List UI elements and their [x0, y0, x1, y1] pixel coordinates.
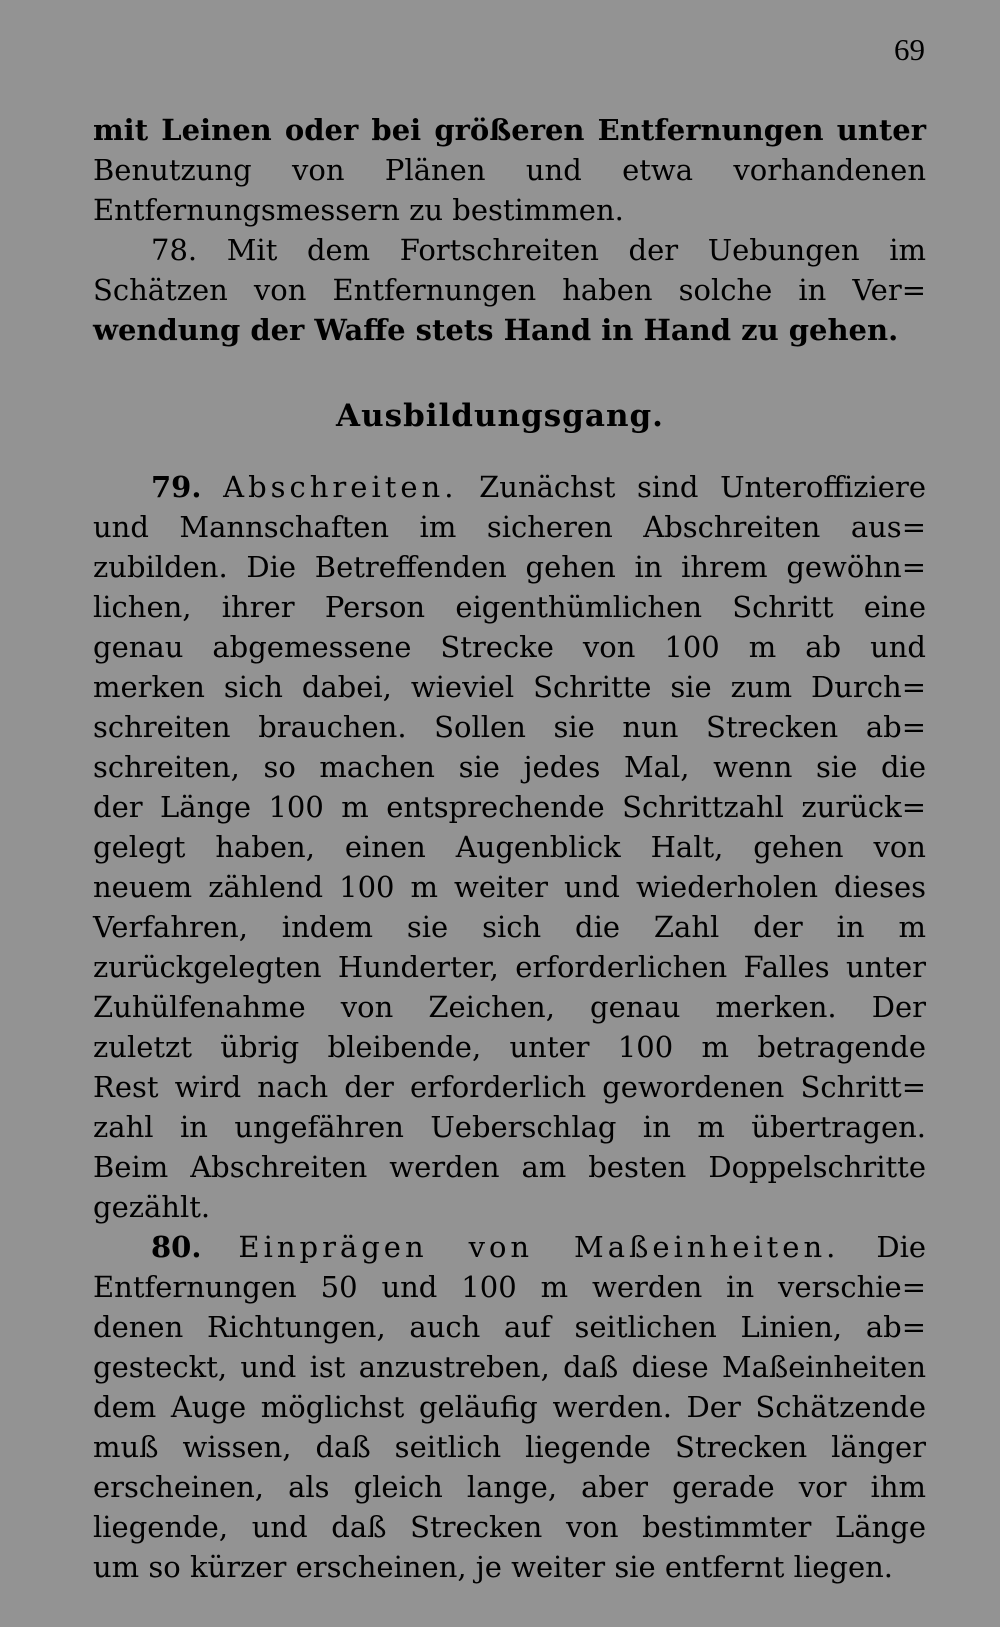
text-line: Die	[876, 1230, 927, 1264]
text-line: erscheinen, als gleich lange, aber gerade vor ihm	[93, 1470, 926, 1504]
text-line: schreiten, so machen sie jedes Mal, wenn sie die	[93, 750, 926, 784]
text-line: Schätzen von Entfernungen haben solche in Ver=	[93, 273, 926, 307]
page-number: 69	[894, 32, 925, 67]
text-line: Zunächst sind Unteroffiziere	[479, 470, 926, 504]
text-line: mit Leinen oder bei größeren Entfernungen unter	[93, 113, 926, 147]
text-line: Verfahren, indem sie sich die Zahl der in m	[93, 910, 926, 944]
text-line: gelegt haben, einen Augenblick Halt, gehen von	[93, 830, 926, 864]
text-line: zahl in ungefähren Ueberschlag in m übertragen.	[93, 1110, 926, 1144]
text-line: gezählt.	[93, 1190, 211, 1224]
text-line: gesteckt, und ist anzustreben, daß diese Maßeinheiten	[93, 1350, 926, 1384]
paragraph-number: 80.	[151, 1230, 202, 1264]
text-line: schreiten brauchen. Sollen sie nun Strecken ab=	[93, 710, 926, 744]
text-line: Benutzung von Plänen und etwa vorhandenen	[93, 153, 926, 187]
text-line: liegende, und daß Strecken von bestimmter Länge	[93, 1510, 926, 1544]
text-line: Entfernungsmessern zu bestimmen.	[93, 193, 624, 227]
paragraph-80-first-line	[93, 1227, 926, 1267]
paragraph-title: Abschreiten.	[223, 470, 458, 504]
text-line: der Länge 100 m entsprechende Schrittzahl zurück=	[93, 790, 926, 824]
text-line: denen Richtungen, auch auf seitlichen Linien, ab=	[93, 1310, 926, 1344]
text-line: merken sich dabei, wieviel Schritte sie zum Durch=	[93, 670, 926, 704]
text-line: Entfernungen 50 und 100 m werden in verschie=	[93, 1270, 926, 1304]
text-line: wendung der Waffe stets Hand in Hand zu gehen.	[93, 313, 899, 347]
paragraph-number: 79.	[151, 470, 202, 504]
section-heading: Ausbildungsgang.	[336, 398, 664, 434]
text-line: Zuhülfenahme von Zeichen, genau merken. Der	[93, 990, 926, 1024]
paragraph-number: 78.	[151, 233, 198, 267]
paragraph-79-first-line	[93, 467, 926, 507]
paragraph-77-continuation	[93, 110, 926, 350]
paragraph-79	[93, 467, 926, 1587]
paragraph-title: Einprägen von Maßeinheiten.	[238, 1230, 840, 1264]
text-line: dem Auge möglichst geläufig werden. Der Schätzende	[93, 1390, 926, 1424]
text-line: genau abgemessene Strecke von 100 m ab und	[93, 630, 926, 664]
text-line: neuem zählend 100 m weiter und wiederholen dieses	[93, 870, 926, 904]
text-line: und Mannschaften im sicheren Abschreiten aus=	[93, 510, 926, 544]
text-line: Beim Abschreiten werden am besten Doppelschritte	[93, 1150, 926, 1184]
text-line: Mit dem Fortschreiten der Uebungen im	[226, 233, 926, 267]
text-line: zurückgelegten Hunderter, erforderlichen Falles unter	[93, 950, 926, 984]
text-line: um so kürzer erscheinen, je weiter sie entfernt liegen.	[93, 1550, 894, 1584]
text-line: muß wissen, daß seitlich liegende Strecken länger	[93, 1430, 926, 1464]
text-line: lichen, ihrer Person eigenthümlichen Schritt eine	[93, 590, 926, 624]
text-line: Rest wird nach der erforderlich gewordenen Schritt=	[93, 1070, 926, 1104]
text-line: zubilden. Die Betreffenden gehen in ihrem gewöhn=	[93, 550, 926, 584]
paragraph-78-first-line	[93, 230, 926, 270]
text-line: zuletzt übrig bleibende, unter 100 m betragende	[93, 1030, 926, 1064]
